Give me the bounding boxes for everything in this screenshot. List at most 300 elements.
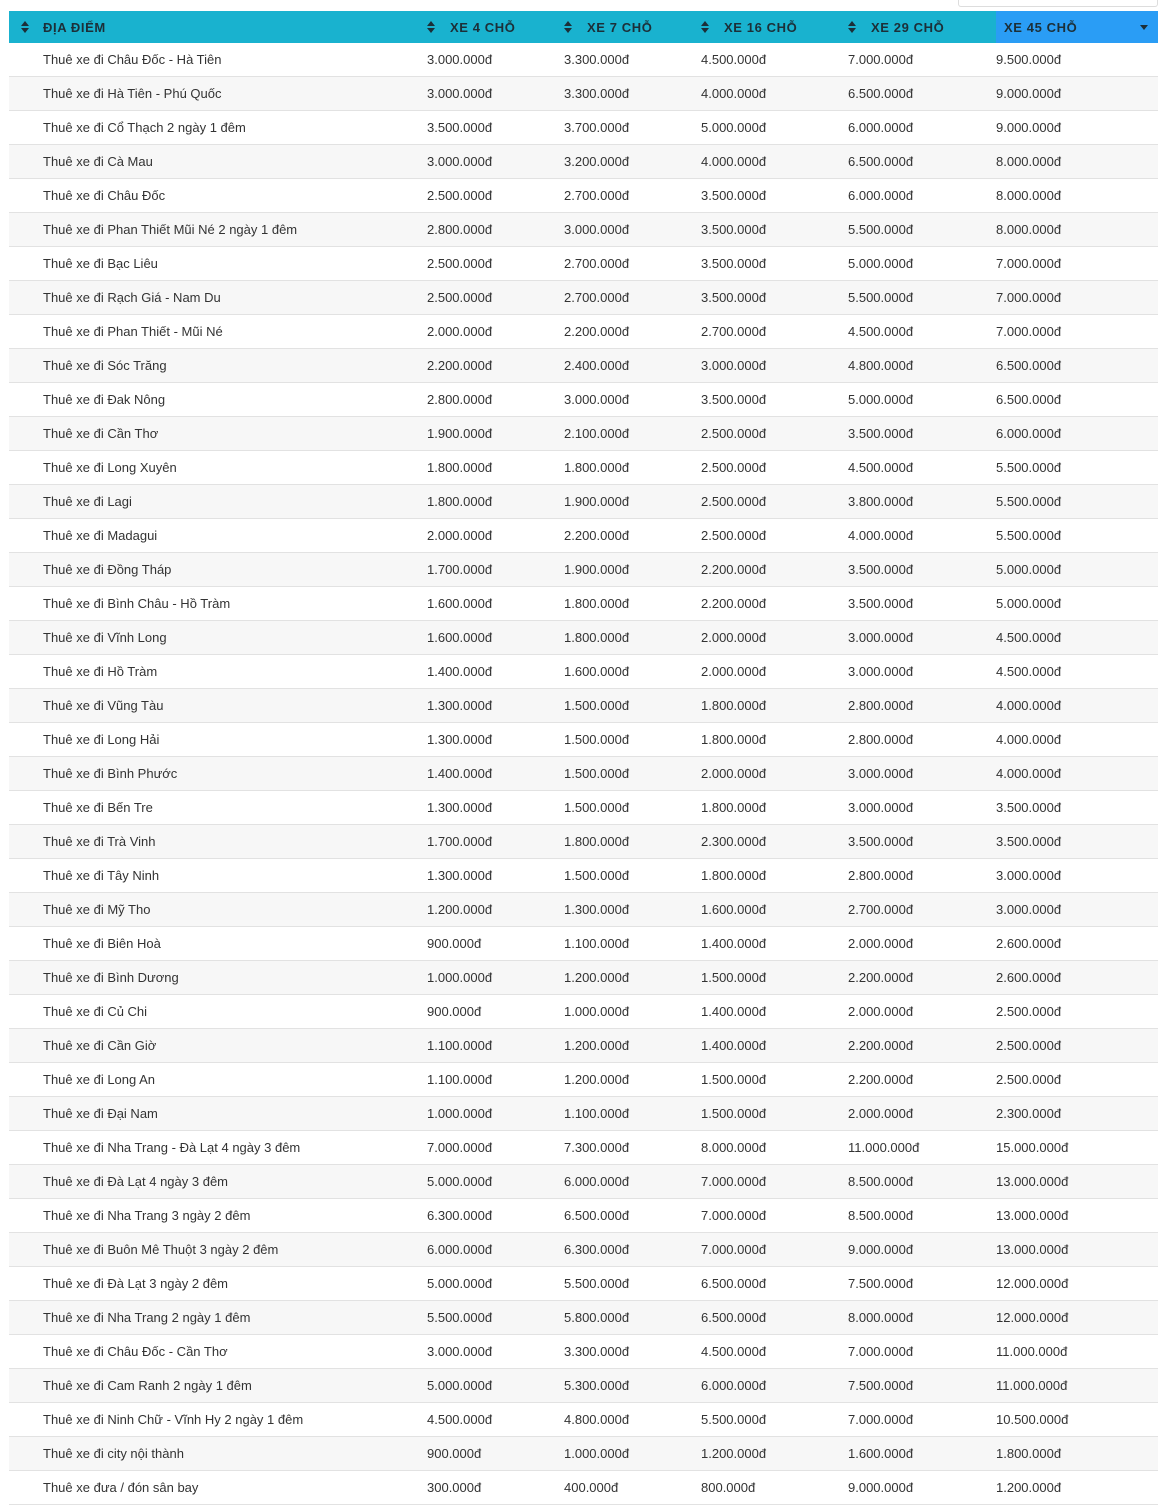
price-45-seat-cell: 13.000.000đ: [996, 1199, 1158, 1233]
price-16-seat-cell: 3.500.000đ: [701, 383, 848, 417]
price-4-seat-cell: 3.000.000đ: [427, 1335, 564, 1369]
price-4-seat-cell: 900.000đ: [427, 995, 564, 1029]
price-16-seat-cell: 5.500.000đ: [701, 1403, 848, 1437]
location-cell: Thuê xe đi Phan Thiết Mũi Né 2 ngày 1 đêm: [9, 213, 427, 247]
price-4-seat-cell: 7.000.000đ: [427, 1131, 564, 1165]
price-7-seat-cell: 3.200.000đ: [564, 145, 701, 179]
table-row: [9, 77, 1158, 111]
price-7-seat-cell: 1.900.000đ: [564, 485, 701, 519]
price-16-seat-cell: 1.400.000đ: [701, 927, 848, 961]
price-7-seat-cell: 1.000.000đ: [564, 1437, 701, 1471]
price-16-seat-cell: 2.500.000đ: [701, 451, 848, 485]
price-4-seat-cell: 1.700.000đ: [427, 553, 564, 587]
sort-icon: [701, 21, 709, 33]
sort-icon: [564, 21, 572, 33]
price-7-seat-cell: 1.100.000đ: [564, 1097, 701, 1131]
price-7-seat-cell: 6.500.000đ: [564, 1199, 701, 1233]
price-7-seat-cell: 1.200.000đ: [564, 1029, 701, 1063]
price-16-seat-cell: 4.000.000đ: [701, 145, 848, 179]
price-45-seat-cell: 2.600.000đ: [996, 961, 1158, 995]
price-4-seat-cell: 3.000.000đ: [427, 145, 564, 179]
price-29-seat-cell: 6.500.000đ: [848, 145, 996, 179]
price-16-seat-cell: 3.500.000đ: [701, 179, 848, 213]
column-header-29-seat[interactable]: [848, 11, 996, 43]
price-7-seat-cell: 1.500.000đ: [564, 791, 701, 825]
price-4-seat-cell: 3.000.000đ: [427, 77, 564, 111]
price-45-seat-cell: 6.000.000đ: [996, 417, 1158, 451]
price-29-seat-cell: 2.000.000đ: [848, 927, 996, 961]
price-16-seat-cell: 1.800.000đ: [701, 689, 848, 723]
location-cell: Thuê xe đi Châu Đốc: [9, 179, 427, 213]
price-29-seat-cell: 3.000.000đ: [848, 791, 996, 825]
table-row: [9, 961, 1158, 995]
location-cell: Thuê xe đi Rạch Giá - Nam Du: [9, 281, 427, 315]
table-row: [9, 621, 1158, 655]
location-cell: Thuê xe đi Tây Ninh: [9, 859, 427, 893]
price-7-seat-cell: 1.600.000đ: [564, 655, 701, 689]
table-row: [9, 655, 1158, 689]
search-input-stub[interactable]: [958, 0, 1158, 7]
column-header-label: ĐỊA ĐIỂM: [43, 19, 106, 35]
table-header-row: [9, 11, 1158, 43]
price-29-seat-cell: 5.500.000đ: [848, 213, 996, 247]
price-4-seat-cell: 2.500.000đ: [427, 281, 564, 315]
price-4-seat-cell: 1.100.000đ: [427, 1029, 564, 1063]
price-45-seat-cell: 4.500.000đ: [996, 621, 1158, 655]
table-row: [9, 1097, 1158, 1131]
price-4-seat-cell: 5.000.000đ: [427, 1165, 564, 1199]
price-45-seat-cell: 13.000.000đ: [996, 1165, 1158, 1199]
column-header-label: XE 7 CHỖ: [587, 19, 653, 35]
location-cell: Thuê xe đi Đại Nam: [9, 1097, 427, 1131]
column-header-16-seat[interactable]: [701, 11, 848, 43]
price-7-seat-cell: 3.000.000đ: [564, 383, 701, 417]
price-16-seat-cell: 2.500.000đ: [701, 417, 848, 451]
table-row: [9, 417, 1158, 451]
location-cell: Thuê xe đi Bạc Liêu: [9, 247, 427, 281]
table-row: [9, 1131, 1158, 1165]
price-45-seat-cell: 4.500.000đ: [996, 655, 1158, 689]
price-16-seat-cell: 1.800.000đ: [701, 791, 848, 825]
price-45-seat-cell: 9.500.000đ: [996, 43, 1158, 77]
price-7-seat-cell: 4.800.000đ: [564, 1403, 701, 1437]
price-4-seat-cell: 4.500.000đ: [427, 1403, 564, 1437]
price-45-seat-cell: 4.000.000đ: [996, 723, 1158, 757]
price-7-seat-cell: 1.300.000đ: [564, 893, 701, 927]
price-45-seat-cell: 6.500.000đ: [996, 349, 1158, 383]
location-cell: Thuê xe đi Ninh Chữ - Vĩnh Hy 2 ngày 1 đêm: [9, 1403, 427, 1437]
price-29-seat-cell: 1.600.000đ: [848, 1437, 996, 1471]
price-7-seat-cell: 1.800.000đ: [564, 825, 701, 859]
table-row: [9, 1165, 1158, 1199]
price-7-seat-cell: 1.000.000đ: [564, 995, 701, 1029]
table-row: [9, 757, 1158, 791]
price-45-seat-cell: 3.000.000đ: [996, 859, 1158, 893]
price-16-seat-cell: 2.500.000đ: [701, 485, 848, 519]
price-45-seat-cell: 3.000.000đ: [996, 893, 1158, 927]
price-45-seat-cell: 7.000.000đ: [996, 315, 1158, 349]
price-16-seat-cell: 8.000.000đ: [701, 1131, 848, 1165]
price-7-seat-cell: 2.200.000đ: [564, 519, 701, 553]
table-row: [9, 179, 1158, 213]
price-4-seat-cell: 1.000.000đ: [427, 1097, 564, 1131]
price-16-seat-cell: 4.500.000đ: [701, 1335, 848, 1369]
price-16-seat-cell: 3.500.000đ: [701, 213, 848, 247]
table-row: [9, 825, 1158, 859]
price-29-seat-cell: 7.000.000đ: [848, 1335, 996, 1369]
price-45-seat-cell: 3.500.000đ: [996, 825, 1158, 859]
price-7-seat-cell: 1.800.000đ: [564, 621, 701, 655]
price-29-seat-cell: 5.500.000đ: [848, 281, 996, 315]
price-7-seat-cell: 1.100.000đ: [564, 927, 701, 961]
sort-icon: [21, 21, 29, 33]
price-45-seat-cell: 6.500.000đ: [996, 383, 1158, 417]
price-7-seat-cell: 2.200.000đ: [564, 315, 701, 349]
price-45-seat-cell: 8.000.000đ: [996, 213, 1158, 247]
table-row: [9, 281, 1158, 315]
location-cell: Thuê xe đi Bình Châu - Hồ Tràm: [9, 587, 427, 621]
column-header-45-seat[interactable]: [996, 11, 1158, 43]
sort-icon: [427, 21, 435, 33]
table-row: [9, 1301, 1158, 1335]
table-body: [9, 43, 1158, 1505]
price-29-seat-cell: 4.800.000đ: [848, 349, 996, 383]
price-7-seat-cell: 1.500.000đ: [564, 689, 701, 723]
location-cell: Thuê xe đi Bình Phước: [9, 757, 427, 791]
location-cell: Thuê xe đi Nha Trang 3 ngày 2 đêm: [9, 1199, 427, 1233]
price-7-seat-cell: 1.200.000đ: [564, 1063, 701, 1097]
location-cell: Thuê xe đi Cam Ranh 2 ngày 1 đêm: [9, 1369, 427, 1403]
price-16-seat-cell: 800.000đ: [701, 1471, 848, 1505]
price-4-seat-cell: 2.000.000đ: [427, 315, 564, 349]
price-4-seat-cell: 2.000.000đ: [427, 519, 564, 553]
price-29-seat-cell: 2.800.000đ: [848, 723, 996, 757]
price-16-seat-cell: 7.000.000đ: [701, 1233, 848, 1267]
price-29-seat-cell: 2.000.000đ: [848, 995, 996, 1029]
price-4-seat-cell: 1.300.000đ: [427, 791, 564, 825]
price-45-seat-cell: 7.000.000đ: [996, 247, 1158, 281]
table-row: [9, 791, 1158, 825]
price-7-seat-cell: 400.000đ: [564, 1471, 701, 1505]
price-29-seat-cell: 7.500.000đ: [848, 1267, 996, 1301]
price-16-seat-cell: 1.600.000đ: [701, 893, 848, 927]
table-row: [9, 689, 1158, 723]
location-cell: Thuê xe đi Đà Lạt 4 ngày 3 đêm: [9, 1165, 427, 1199]
location-cell: Thuê xe đi Phan Thiết - Mũi Né: [9, 315, 427, 349]
location-cell: Thuê xe đi Vũng Tàu: [9, 689, 427, 723]
price-29-seat-cell: 5.000.000đ: [848, 247, 996, 281]
table-row: [9, 1403, 1158, 1437]
price-29-seat-cell: 9.000.000đ: [848, 1233, 996, 1267]
price-45-seat-cell: 1.200.000đ: [996, 1471, 1158, 1505]
price-45-seat-cell: 7.000.000đ: [996, 281, 1158, 315]
table-row: [9, 1029, 1158, 1063]
location-cell: Thuê xe đi Long An: [9, 1063, 427, 1097]
price-16-seat-cell: 1.500.000đ: [701, 961, 848, 995]
price-16-seat-cell: 2.000.000đ: [701, 655, 848, 689]
price-16-seat-cell: 6.500.000đ: [701, 1267, 848, 1301]
price-4-seat-cell: 2.800.000đ: [427, 383, 564, 417]
price-4-seat-cell: 5.500.000đ: [427, 1301, 564, 1335]
price-16-seat-cell: 2.000.000đ: [701, 757, 848, 791]
table-row: [9, 1437, 1158, 1471]
price-29-seat-cell: 11.000.000đ: [848, 1131, 996, 1165]
column-header-4-seat[interactable]: [427, 11, 564, 43]
location-cell: Thuê xe đi Đồng Tháp: [9, 553, 427, 587]
table-row: [9, 587, 1158, 621]
price-7-seat-cell: 7.300.000đ: [564, 1131, 701, 1165]
location-cell: Thuê xe đi Madagui: [9, 519, 427, 553]
price-45-seat-cell: 12.000.000đ: [996, 1267, 1158, 1301]
price-4-seat-cell: 6.300.000đ: [427, 1199, 564, 1233]
price-7-seat-cell: 1.900.000đ: [564, 553, 701, 587]
price-7-seat-cell: 1.500.000đ: [564, 757, 701, 791]
price-16-seat-cell: 4.500.000đ: [701, 43, 848, 77]
price-29-seat-cell: 8.000.000đ: [848, 1301, 996, 1335]
price-4-seat-cell: 3.000.000đ: [427, 43, 564, 77]
table-row: [9, 519, 1158, 553]
price-7-seat-cell: 5.500.000đ: [564, 1267, 701, 1301]
table-row: [9, 349, 1158, 383]
price-16-seat-cell: 1.200.000đ: [701, 1437, 848, 1471]
location-cell: Thuê xe đi Bình Dương: [9, 961, 427, 995]
price-29-seat-cell: 3.000.000đ: [848, 655, 996, 689]
price-7-seat-cell: 3.300.000đ: [564, 77, 701, 111]
table-row: [9, 723, 1158, 757]
table-row: [9, 383, 1158, 417]
table-row: [9, 1267, 1158, 1301]
price-4-seat-cell: 900.000đ: [427, 1437, 564, 1471]
price-16-seat-cell: 2.000.000đ: [701, 621, 848, 655]
price-7-seat-cell: 2.400.000đ: [564, 349, 701, 383]
column-header-location[interactable]: [9, 11, 427, 43]
price-16-seat-cell: 2.700.000đ: [701, 315, 848, 349]
price-29-seat-cell: 6.000.000đ: [848, 111, 996, 145]
location-cell: Thuê xe đi Cần Giờ: [9, 1029, 427, 1063]
price-7-seat-cell: 3.300.000đ: [564, 1335, 701, 1369]
location-cell: Thuê xe đi Hà Tiên - Phú Quốc: [9, 77, 427, 111]
location-cell: Thuê xe đi Châu Đốc - Cần Thơ: [9, 1335, 427, 1369]
price-16-seat-cell: 1.500.000đ: [701, 1063, 848, 1097]
price-7-seat-cell: 3.700.000đ: [564, 111, 701, 145]
price-4-seat-cell: 5.000.000đ: [427, 1267, 564, 1301]
price-4-seat-cell: 300.000đ: [427, 1471, 564, 1505]
table-row: [9, 893, 1158, 927]
price-45-seat-cell: 11.000.000đ: [996, 1335, 1158, 1369]
price-4-seat-cell: 6.000.000đ: [427, 1233, 564, 1267]
table-row: [9, 1063, 1158, 1097]
price-45-seat-cell: 13.000.000đ: [996, 1233, 1158, 1267]
price-4-seat-cell: 1.700.000đ: [427, 825, 564, 859]
price-16-seat-cell: 2.200.000đ: [701, 553, 848, 587]
price-29-seat-cell: 4.500.000đ: [848, 315, 996, 349]
table-row: [9, 485, 1158, 519]
price-16-seat-cell: 7.000.000đ: [701, 1199, 848, 1233]
location-cell: Thuê xe đi Hồ Tràm: [9, 655, 427, 689]
price-7-seat-cell: 6.300.000đ: [564, 1233, 701, 1267]
price-45-seat-cell: 5.000.000đ: [996, 553, 1158, 587]
price-4-seat-cell: 900.000đ: [427, 927, 564, 961]
location-cell: Thuê xe đi Vĩnh Long: [9, 621, 427, 655]
price-29-seat-cell: 2.200.000đ: [848, 961, 996, 995]
price-29-seat-cell: 3.000.000đ: [848, 757, 996, 791]
price-29-seat-cell: 3.800.000đ: [848, 485, 996, 519]
price-45-seat-cell: 9.000.000đ: [996, 77, 1158, 111]
location-cell: Thuê xe đi Đà Lạt 3 ngày 2 đêm: [9, 1267, 427, 1301]
price-7-seat-cell: 3.300.000đ: [564, 43, 701, 77]
price-4-seat-cell: 2.200.000đ: [427, 349, 564, 383]
price-16-seat-cell: 1.800.000đ: [701, 723, 848, 757]
location-cell: Thuê xe đi Cà Mau: [9, 145, 427, 179]
price-4-seat-cell: 1.400.000đ: [427, 655, 564, 689]
table-row: [9, 1233, 1158, 1267]
price-29-seat-cell: 8.500.000đ: [848, 1199, 996, 1233]
price-45-seat-cell: 12.000.000đ: [996, 1301, 1158, 1335]
column-header-label: XE 16 CHỖ: [724, 19, 798, 35]
price-45-seat-cell: 2.500.000đ: [996, 1029, 1158, 1063]
table-row: [9, 315, 1158, 349]
price-4-seat-cell: 1.000.000đ: [427, 961, 564, 995]
price-16-seat-cell: 2.200.000đ: [701, 587, 848, 621]
price-29-seat-cell: 7.000.000đ: [848, 1403, 996, 1437]
price-7-seat-cell: 1.200.000đ: [564, 961, 701, 995]
price-4-seat-cell: 1.300.000đ: [427, 723, 564, 757]
table-row: [9, 213, 1158, 247]
price-29-seat-cell: 6.000.000đ: [848, 179, 996, 213]
price-4-seat-cell: 5.000.000đ: [427, 1369, 564, 1403]
location-cell: Thuê xe đi Lagi: [9, 485, 427, 519]
location-cell: Thuê xe đi Long Xuyên: [9, 451, 427, 485]
price-4-seat-cell: 1.600.000đ: [427, 587, 564, 621]
price-16-seat-cell: 4.000.000đ: [701, 77, 848, 111]
price-4-seat-cell: 2.500.000đ: [427, 179, 564, 213]
price-16-seat-cell: 2.300.000đ: [701, 825, 848, 859]
table-row: [9, 553, 1158, 587]
price-29-seat-cell: 3.500.000đ: [848, 553, 996, 587]
price-16-seat-cell: 1.800.000đ: [701, 859, 848, 893]
table-row: [9, 1335, 1158, 1369]
location-cell: Thuê xe đi Cần Thơ: [9, 417, 427, 451]
price-45-seat-cell: 11.000.000đ: [996, 1369, 1158, 1403]
price-16-seat-cell: 1.500.000đ: [701, 1097, 848, 1131]
price-16-seat-cell: 3.500.000đ: [701, 247, 848, 281]
price-16-seat-cell: 2.500.000đ: [701, 519, 848, 553]
price-45-seat-cell: 8.000.000đ: [996, 179, 1158, 213]
price-4-seat-cell: 1.800.000đ: [427, 485, 564, 519]
price-7-seat-cell: 6.000.000đ: [564, 1165, 701, 1199]
price-7-seat-cell: 2.700.000đ: [564, 179, 701, 213]
price-7-seat-cell: 1.500.000đ: [564, 723, 701, 757]
price-4-seat-cell: 1.100.000đ: [427, 1063, 564, 1097]
location-cell: Thuê xe đi Củ Chi: [9, 995, 427, 1029]
location-cell: Thuê xe đưa / đón sân bay: [9, 1471, 427, 1505]
price-45-seat-cell: 2.300.000đ: [996, 1097, 1158, 1131]
price-45-seat-cell: 8.000.000đ: [996, 145, 1158, 179]
price-16-seat-cell: 3.500.000đ: [701, 281, 848, 315]
table-row: [9, 1199, 1158, 1233]
price-29-seat-cell: 2.700.000đ: [848, 893, 996, 927]
price-29-seat-cell: 2.200.000đ: [848, 1029, 996, 1063]
price-29-seat-cell: 2.200.000đ: [848, 1063, 996, 1097]
price-45-seat-cell: 15.000.000đ: [996, 1131, 1158, 1165]
price-7-seat-cell: 5.300.000đ: [564, 1369, 701, 1403]
price-45-seat-cell: 5.500.000đ: [996, 519, 1158, 553]
column-header-label: XE 45 CHỖ: [1004, 19, 1078, 35]
price-4-seat-cell: 1.300.000đ: [427, 859, 564, 893]
table-row: [9, 927, 1158, 961]
price-29-seat-cell: 3.500.000đ: [848, 417, 996, 451]
price-table: [9, 11, 1158, 1505]
price-7-seat-cell: 1.800.000đ: [564, 451, 701, 485]
price-45-seat-cell: 5.500.000đ: [996, 485, 1158, 519]
price-4-seat-cell: 1.800.000đ: [427, 451, 564, 485]
price-45-seat-cell: 5.000.000đ: [996, 587, 1158, 621]
price-45-seat-cell: 4.000.000đ: [996, 757, 1158, 791]
table-row: [9, 145, 1158, 179]
price-45-seat-cell: 2.500.000đ: [996, 995, 1158, 1029]
location-cell: Thuê xe đi Đak Nông: [9, 383, 427, 417]
price-45-seat-cell: 5.500.000đ: [996, 451, 1158, 485]
price-7-seat-cell: 3.000.000đ: [564, 213, 701, 247]
price-7-seat-cell: 1.800.000đ: [564, 587, 701, 621]
price-29-seat-cell: 9.000.000đ: [848, 1471, 996, 1505]
location-cell: Thuê xe đi Nha Trang 2 ngày 1 đêm: [9, 1301, 427, 1335]
location-cell: Thuê xe đi city nội thành: [9, 1437, 427, 1471]
price-45-seat-cell: 2.600.000đ: [996, 927, 1158, 961]
price-29-seat-cell: 2.000.000đ: [848, 1097, 996, 1131]
table-row: [9, 1471, 1158, 1505]
price-7-seat-cell: 2.100.000đ: [564, 417, 701, 451]
price-4-seat-cell: 1.600.000đ: [427, 621, 564, 655]
location-cell: Thuê xe đi Nha Trang - Đà Lạt 4 ngày 3 đêm: [9, 1131, 427, 1165]
price-7-seat-cell: 2.700.000đ: [564, 247, 701, 281]
price-4-seat-cell: 1.300.000đ: [427, 689, 564, 723]
price-29-seat-cell: 3.500.000đ: [848, 825, 996, 859]
price-16-seat-cell: 1.400.000đ: [701, 995, 848, 1029]
price-45-seat-cell: 2.500.000đ: [996, 1063, 1158, 1097]
price-29-seat-cell: 3.000.000đ: [848, 621, 996, 655]
price-4-seat-cell: 3.500.000đ: [427, 111, 564, 145]
table-row: [9, 995, 1158, 1029]
price-16-seat-cell: 7.000.000đ: [701, 1165, 848, 1199]
price-45-seat-cell: 3.500.000đ: [996, 791, 1158, 825]
location-cell: Thuê xe đi Biên Hoà: [9, 927, 427, 961]
table-row: [9, 247, 1158, 281]
price-29-seat-cell: 5.000.000đ: [848, 383, 996, 417]
price-29-seat-cell: 6.500.000đ: [848, 77, 996, 111]
price-45-seat-cell: 10.500.000đ: [996, 1403, 1158, 1437]
location-cell: Thuê xe đi Long Hải: [9, 723, 427, 757]
location-cell: Thuê xe đi Châu Đốc - Hà Tiên: [9, 43, 427, 77]
price-16-seat-cell: 5.000.000đ: [701, 111, 848, 145]
price-7-seat-cell: 2.700.000đ: [564, 281, 701, 315]
price-4-seat-cell: 1.200.000đ: [427, 893, 564, 927]
price-29-seat-cell: 7.500.000đ: [848, 1369, 996, 1403]
price-29-seat-cell: 4.500.000đ: [848, 451, 996, 485]
sort-desc-icon: [1140, 25, 1148, 30]
location-cell: Thuê xe đi Mỹ Tho: [9, 893, 427, 927]
column-header-7-seat[interactable]: [564, 11, 701, 43]
price-45-seat-cell: 4.000.000đ: [996, 689, 1158, 723]
price-29-seat-cell: 8.500.000đ: [848, 1165, 996, 1199]
price-29-seat-cell: 7.000.000đ: [848, 43, 996, 77]
table-row: [9, 451, 1158, 485]
column-header-label: XE 29 CHỖ: [871, 19, 945, 35]
price-7-seat-cell: 5.800.000đ: [564, 1301, 701, 1335]
location-cell: Thuê xe đi Buôn Mê Thuột 3 ngày 2 đêm: [9, 1233, 427, 1267]
price-4-seat-cell: 1.400.000đ: [427, 757, 564, 791]
location-cell: Thuê xe đi Bến Tre: [9, 791, 427, 825]
